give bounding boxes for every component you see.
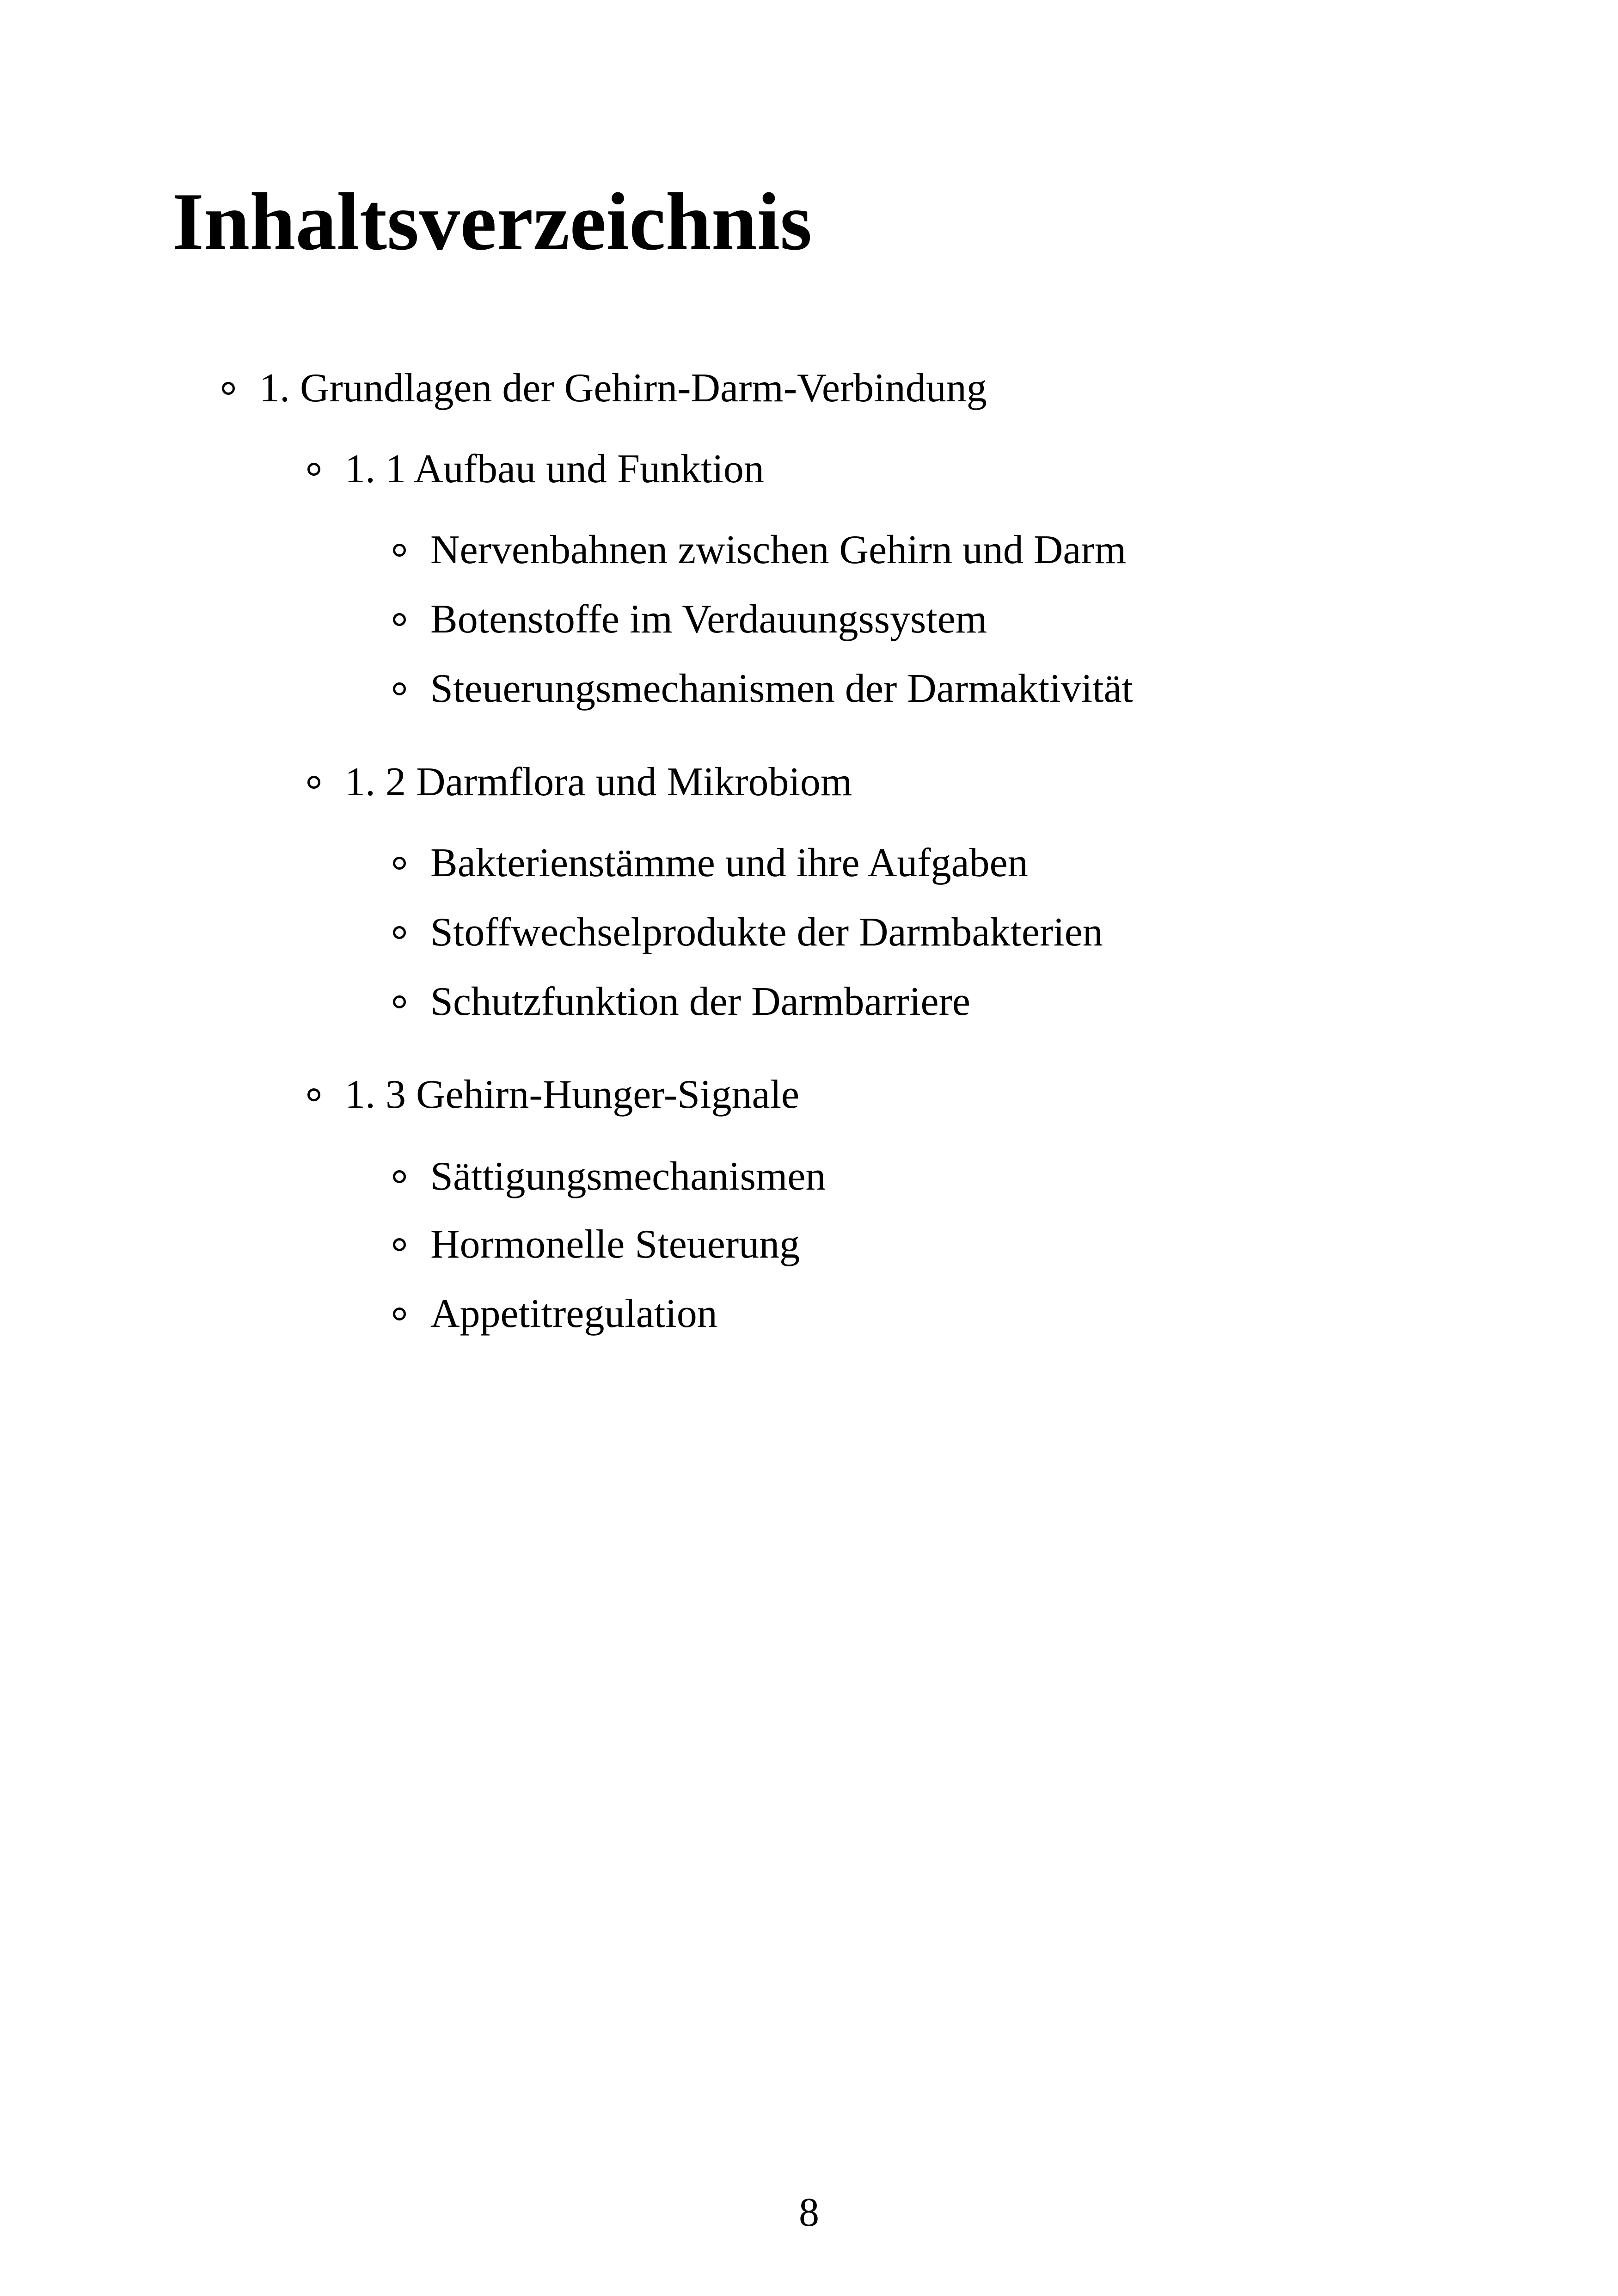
toc-item[interactable] bbox=[393, 835, 1028, 891]
hollow-circle-bullet-icon bbox=[222, 382, 235, 395]
toc-section-label: 1. 2 Darmflora und Mikrobiom bbox=[345, 760, 852, 804]
toc-item-label: Hormonelle Steuerung bbox=[430, 1222, 800, 1267]
hollow-circle-bullet-icon bbox=[393, 544, 406, 557]
hollow-circle-bullet-icon bbox=[307, 463, 320, 476]
toc-item-label: Stoffwechselprodukte der Darmbakterien bbox=[430, 910, 1103, 955]
hollow-circle-bullet-icon bbox=[307, 776, 320, 789]
toc-item[interactable] bbox=[393, 1217, 800, 1272]
toc-section-1-1[interactable] bbox=[307, 442, 764, 497]
hollow-circle-bullet-icon bbox=[307, 1088, 320, 1101]
toc-item[interactable] bbox=[393, 1149, 826, 1204]
toc-section-label: 1. 3 Gehirn-Hunger-Signale bbox=[345, 1072, 800, 1117]
hollow-circle-bullet-icon bbox=[393, 1238, 406, 1251]
toc-item-label: Schutzfunktion der Darmbarriere bbox=[430, 979, 970, 1024]
hollow-circle-bullet-icon bbox=[393, 995, 406, 1008]
toc-section-1-3[interactable] bbox=[307, 1067, 799, 1123]
toc-chapter-1[interactable] bbox=[222, 361, 987, 416]
toc-item[interactable] bbox=[393, 1286, 717, 1342]
toc-item-label: Botenstoffe im Verdauungssystem bbox=[430, 597, 987, 642]
page-title: Inhaltsverzeichnis bbox=[172, 176, 812, 267]
hollow-circle-bullet-icon bbox=[393, 1170, 406, 1183]
toc-section-1-2[interactable] bbox=[307, 755, 852, 810]
toc-item-label: Steuerungsmechanismen der Darmaktivität bbox=[430, 666, 1133, 711]
toc-item[interactable] bbox=[393, 905, 1103, 960]
toc-item-label: Sättigungsmechanismen bbox=[430, 1154, 826, 1199]
hollow-circle-bullet-icon bbox=[393, 857, 406, 870]
page-number: 8 bbox=[799, 2190, 819, 2235]
hollow-circle-bullet-icon bbox=[393, 1308, 406, 1320]
toc-chapter-label: 1. Grundlagen der Gehirn-Darm-Verbindung bbox=[259, 366, 987, 411]
hollow-circle-bullet-icon bbox=[393, 682, 406, 695]
toc-item-label: Appetitregulation bbox=[430, 1291, 717, 1336]
hollow-circle-bullet-icon bbox=[393, 926, 406, 939]
toc-section-label: 1. 1 Aufbau und Funktion bbox=[345, 447, 764, 491]
toc-item[interactable] bbox=[393, 592, 987, 647]
toc-item-label: Bakterienstämme und ihre Aufgaben bbox=[430, 841, 1028, 885]
toc-item[interactable] bbox=[393, 522, 1126, 578]
toc-item[interactable] bbox=[393, 974, 970, 1030]
toc-item-label: Nervenbahnen zwischen Gehirn und Darm bbox=[430, 528, 1127, 572]
toc-item[interactable] bbox=[393, 661, 1133, 717]
hollow-circle-bullet-icon bbox=[393, 613, 406, 626]
